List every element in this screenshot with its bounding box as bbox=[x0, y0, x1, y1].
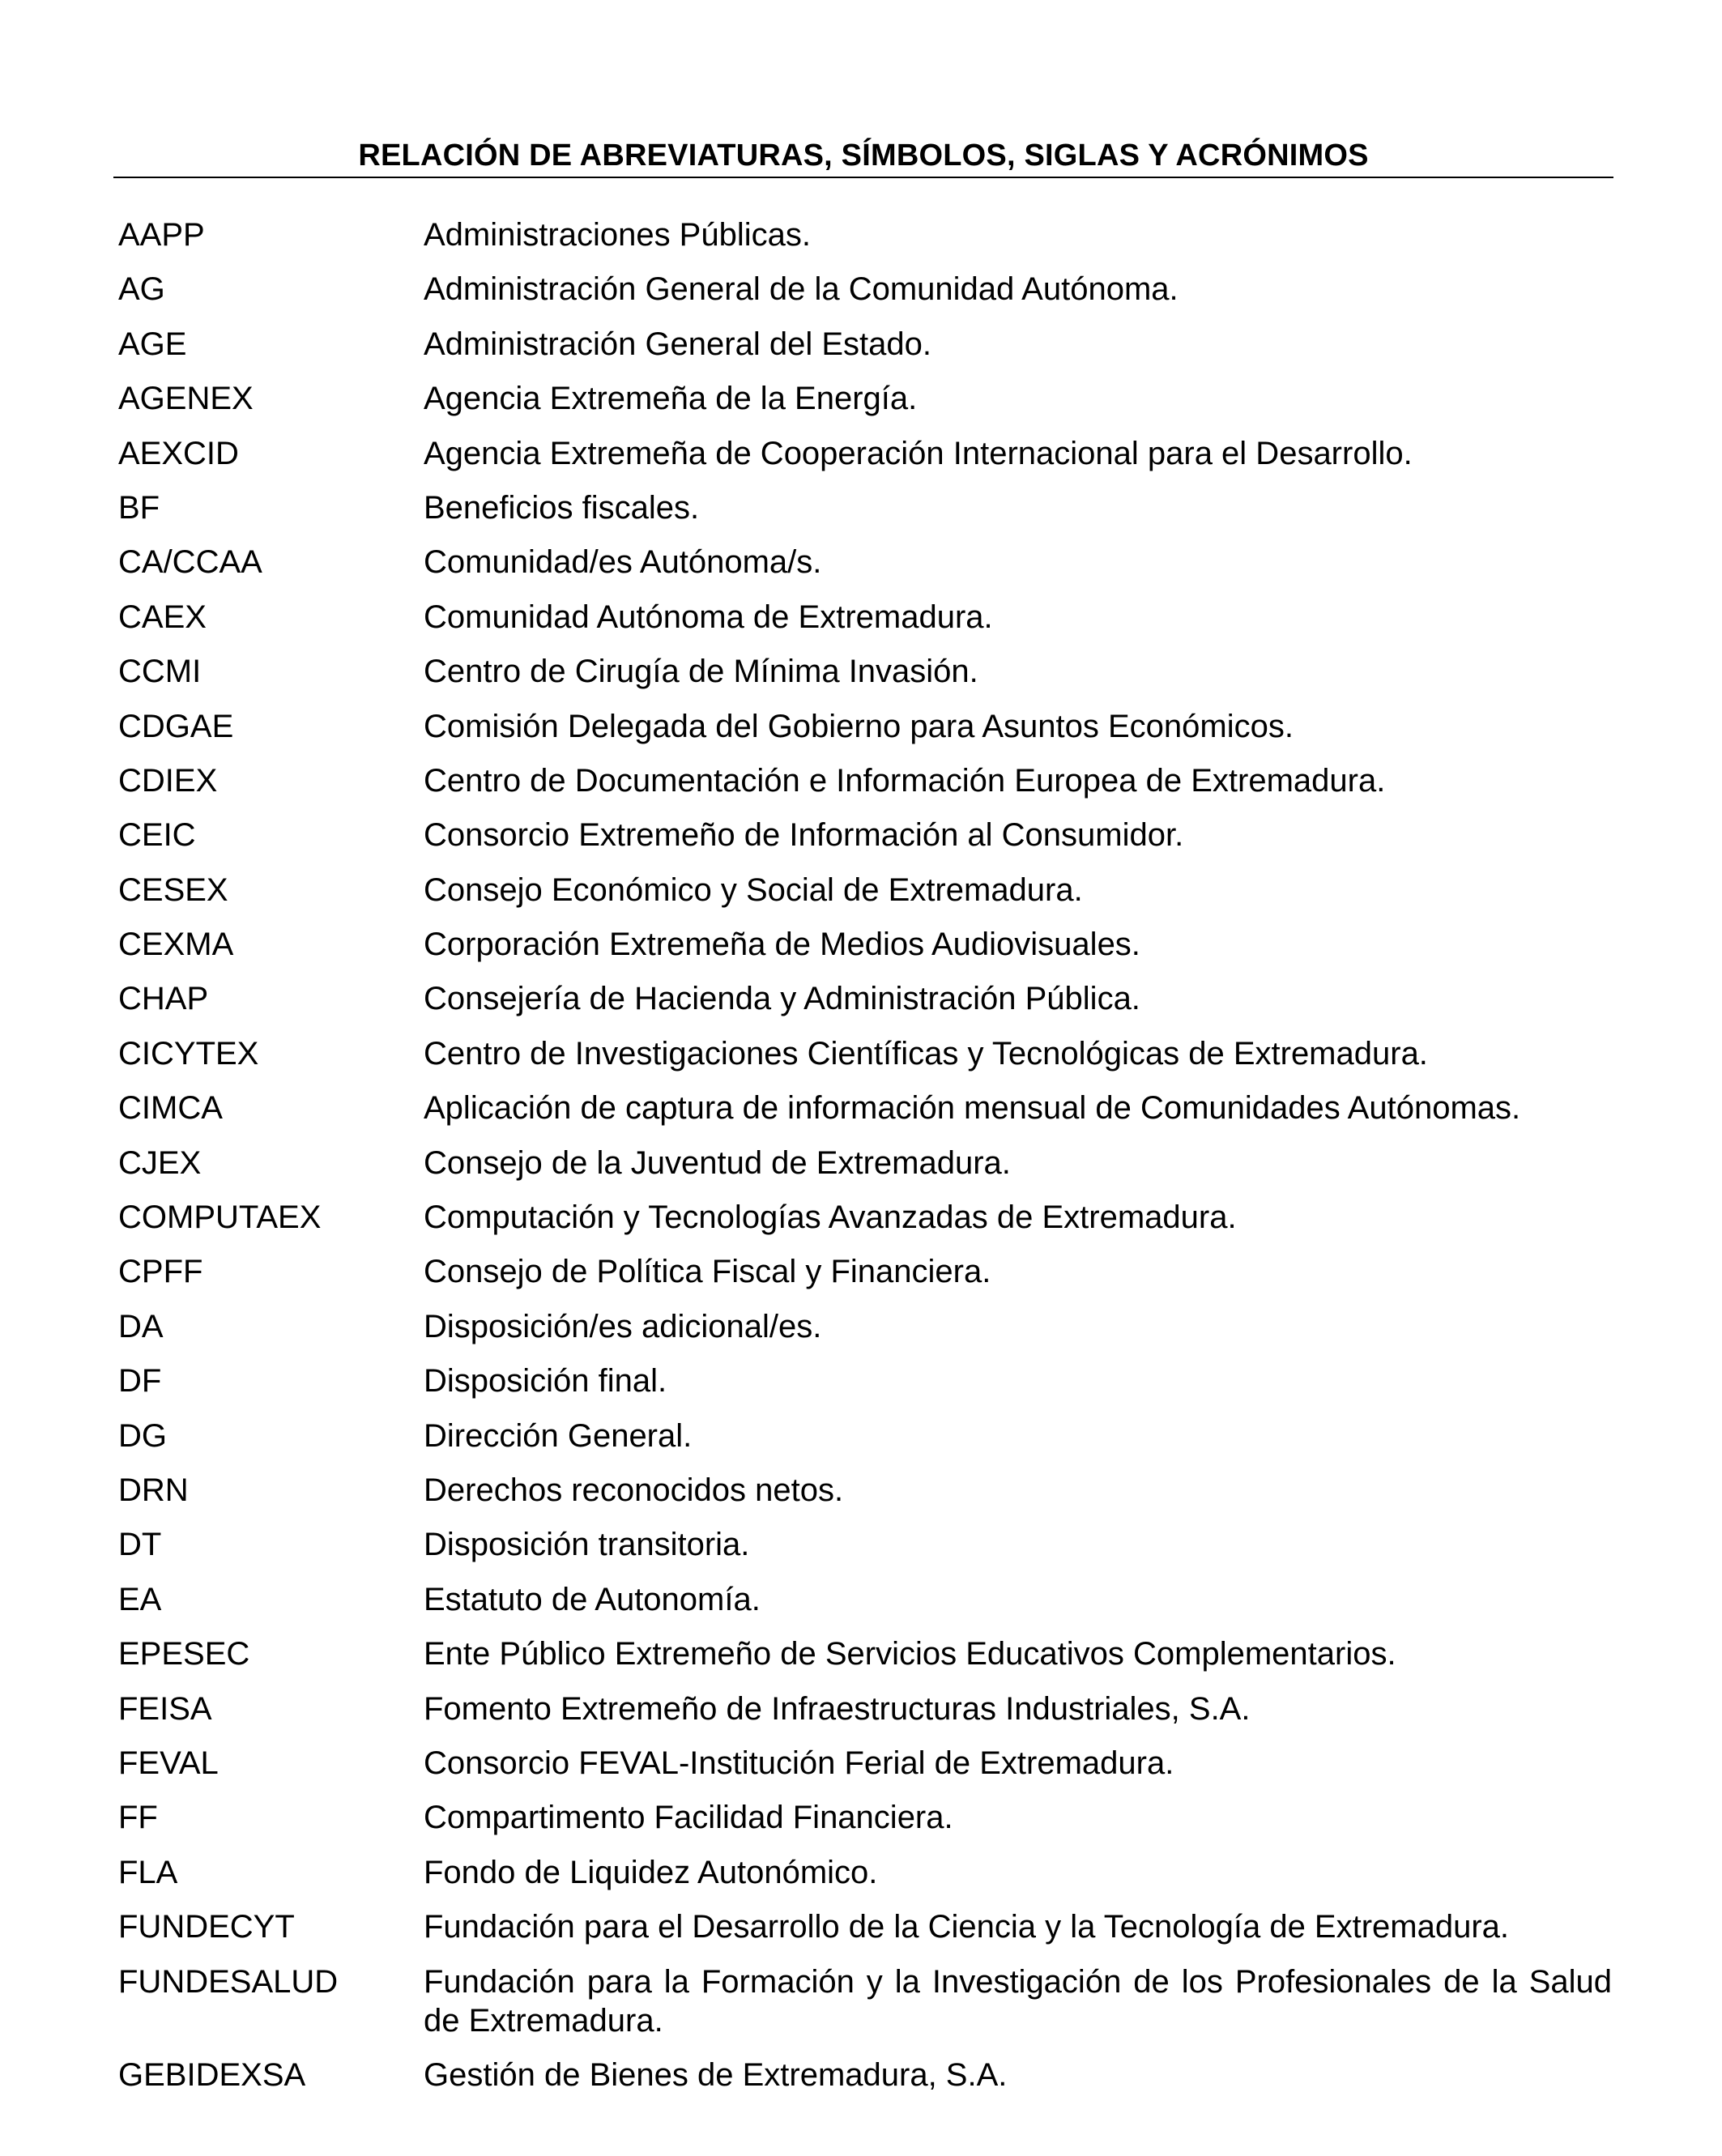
abbreviation-description: Ente Público Extremeño de Servicios Educativos Complementarios. bbox=[424, 1636, 1396, 1672]
list-item bbox=[118, 2056, 1612, 2094]
abbreviation: AGENEX bbox=[118, 381, 254, 417]
abbreviation: COMPUTAEX bbox=[118, 1199, 322, 1236]
abbreviation: DA bbox=[118, 1308, 164, 1344]
list-item bbox=[118, 1361, 1612, 1400]
list-item bbox=[118, 379, 1612, 418]
abbreviation: DF bbox=[118, 1363, 162, 1400]
list-item bbox=[118, 1198, 1612, 1237]
abbreviation-description: Aplicación de captura de información mensual de Comunidades Autónomas. bbox=[424, 1090, 1521, 1127]
list-item bbox=[118, 1580, 1612, 1619]
abbreviation: CPFF bbox=[118, 1254, 203, 1290]
abbreviation-description: Administración General del Estado. bbox=[424, 326, 931, 362]
abbreviation-description: Fomento Extremeño de Infraestructuras Industriales, S.A. bbox=[424, 1690, 1251, 1727]
list-item bbox=[118, 488, 1612, 527]
abbreviation-description: Comunidad/es Autónoma/s. bbox=[424, 544, 822, 581]
abbreviation: CEXMA bbox=[118, 927, 234, 963]
list-item bbox=[118, 1089, 1612, 1127]
abbreviation-description: Beneficios fiscales. bbox=[424, 489, 700, 526]
abbreviation-description: Derechos reconocidos netos. bbox=[424, 1472, 844, 1508]
abbreviation-description: Estatuto de Autonomía. bbox=[424, 1581, 761, 1617]
list-item bbox=[118, 1252, 1612, 1291]
list-item bbox=[118, 434, 1612, 473]
list-item bbox=[118, 325, 1612, 364]
abbreviation-description: Administraciones Públicas. bbox=[424, 217, 811, 253]
list-item bbox=[118, 1798, 1612, 1837]
abbreviation: FF bbox=[118, 1800, 158, 1836]
abbreviation: CDIEX bbox=[118, 762, 218, 799]
abbreviation: DT bbox=[118, 1527, 162, 1563]
abbreviation: FEVAL bbox=[118, 1745, 219, 1781]
abbreviation-description: Consejo Económico y Social de Extremadura. bbox=[424, 871, 1083, 908]
abbreviation-description: Corporación Extremeña de Medios Audiovisuales. bbox=[424, 927, 1140, 963]
abbreviation-description: Consejo de la Juventud de Extremadura. bbox=[424, 1144, 1011, 1181]
list-item bbox=[118, 871, 1612, 910]
abbreviation: FEISA bbox=[118, 1690, 212, 1727]
abbreviation-description: Consorcio Extremeño de Información al Consumidor. bbox=[424, 817, 1184, 854]
abbreviation-list bbox=[118, 215, 1612, 2110]
list-item bbox=[118, 215, 1612, 254]
list-item bbox=[118, 979, 1612, 1018]
abbreviation: AAPP bbox=[118, 217, 205, 253]
abbreviation-description: Fundación para el Desarrollo de la Ciencia y la Tecnología de Extremadura. bbox=[424, 1909, 1510, 1945]
abbreviation: CIMCA bbox=[118, 1090, 223, 1127]
abbreviation-description: Computación y Tecnologías Avanzadas de Extremadura. bbox=[424, 1199, 1237, 1236]
abbreviation-description: Compartimento Facilidad Financiera. bbox=[424, 1800, 953, 1836]
abbreviation-description: Disposición/es adicional/es. bbox=[424, 1308, 822, 1344]
list-item bbox=[118, 1525, 1612, 1564]
abbreviation: CHAP bbox=[118, 981, 209, 1017]
list-item bbox=[118, 1853, 1612, 1892]
list-item bbox=[118, 925, 1612, 964]
abbreviation-description: Disposición final. bbox=[424, 1363, 667, 1400]
abbreviation-description: Disposición transitoria. bbox=[424, 1527, 750, 1563]
list-item bbox=[118, 543, 1612, 582]
abbreviation: CA/CCAA bbox=[118, 544, 262, 581]
list-item bbox=[118, 1034, 1612, 1073]
abbreviation: CAEX bbox=[118, 599, 207, 635]
abbreviation: FUNDECYT bbox=[118, 1909, 295, 1945]
list-item bbox=[118, 1962, 1612, 2040]
abbreviation: DRN bbox=[118, 1472, 189, 1508]
abbreviation: FUNDESALUD bbox=[118, 1963, 339, 2000]
list-item bbox=[118, 1907, 1612, 1946]
list-item bbox=[118, 761, 1612, 800]
abbreviation-description: Agencia Extremeña de la Energía. bbox=[424, 381, 918, 417]
abbreviation-description: Dirección General. bbox=[424, 1417, 693, 1454]
abbreviation: BF bbox=[118, 489, 160, 526]
abbreviation-description: Consejo de Política Fiscal y Financiera. bbox=[424, 1254, 991, 1290]
page-title: RELACIÓN DE ABREVIATURAS, SÍMBOLOS, SIGLAS Y ACRÓNIMOS bbox=[358, 138, 1369, 173]
abbreviation-description: Comisión Delegada del Gobierno para Asuntos Económicos. bbox=[424, 708, 1294, 744]
abbreviation: EA bbox=[118, 1581, 162, 1617]
abbreviation: AGE bbox=[118, 326, 187, 362]
abbreviation-description: Administración General de la Comunidad Autónoma. bbox=[424, 271, 1179, 308]
abbreviation-description: Centro de Investigaciones Científicas y Tecnológicas de Extremadura. bbox=[424, 1035, 1428, 1072]
list-item bbox=[118, 598, 1612, 637]
abbreviation: CESEX bbox=[118, 871, 228, 908]
abbreviation: AEXCID bbox=[118, 435, 239, 471]
abbreviation: CEIC bbox=[118, 817, 196, 854]
abbreviation-description: Gestión de Bienes de Extremadura, S.A. bbox=[424, 2056, 1008, 2093]
abbreviation-description: Fundación para la Formación y la Investigación de los Profesionales de la Salud de Extremadura. bbox=[424, 1963, 1612, 2039]
list-item bbox=[118, 707, 1612, 746]
list-item bbox=[118, 652, 1612, 691]
abbreviation: CJEX bbox=[118, 1144, 202, 1181]
abbreviation: FLA bbox=[118, 1854, 178, 1890]
list-item bbox=[118, 1689, 1612, 1728]
abbreviation: CDGAE bbox=[118, 708, 234, 744]
abbreviation-description: Consorcio FEVAL-Institución Ferial de Extremadura. bbox=[424, 1745, 1174, 1781]
abbreviation-description: Fondo de Liquidez Autonómico. bbox=[424, 1854, 878, 1890]
list-item bbox=[118, 1307, 1612, 1346]
abbreviation: CICYTEX bbox=[118, 1035, 259, 1072]
list-item bbox=[118, 1144, 1612, 1182]
list-item bbox=[118, 1417, 1612, 1455]
abbreviation: EPESEC bbox=[118, 1636, 250, 1672]
abbreviation: AG bbox=[118, 271, 165, 308]
abbreviation: GEBIDEXSA bbox=[118, 2056, 306, 2093]
abbreviation-description: Agencia Extremeña de Cooperación Internacional para el Desarrollo. bbox=[424, 435, 1413, 471]
list-item bbox=[118, 1471, 1612, 1510]
abbreviation: CCMI bbox=[118, 654, 202, 690]
abbreviation: DG bbox=[118, 1417, 167, 1454]
abbreviation-description: Comunidad Autónoma de Extremadura. bbox=[424, 599, 993, 635]
list-item bbox=[118, 1744, 1612, 1783]
list-item bbox=[118, 1634, 1612, 1673]
abbreviation-description: Consejería de Hacienda y Administración Pública. bbox=[424, 981, 1140, 1017]
list-item bbox=[118, 816, 1612, 854]
list-item bbox=[118, 270, 1612, 309]
title-underline bbox=[113, 177, 1613, 178]
abbreviation-description: Centro de Cirugía de Mínima Invasión. bbox=[424, 654, 978, 690]
abbreviation-description: Centro de Documentación e Información Europea de Extremadura. bbox=[424, 762, 1386, 799]
